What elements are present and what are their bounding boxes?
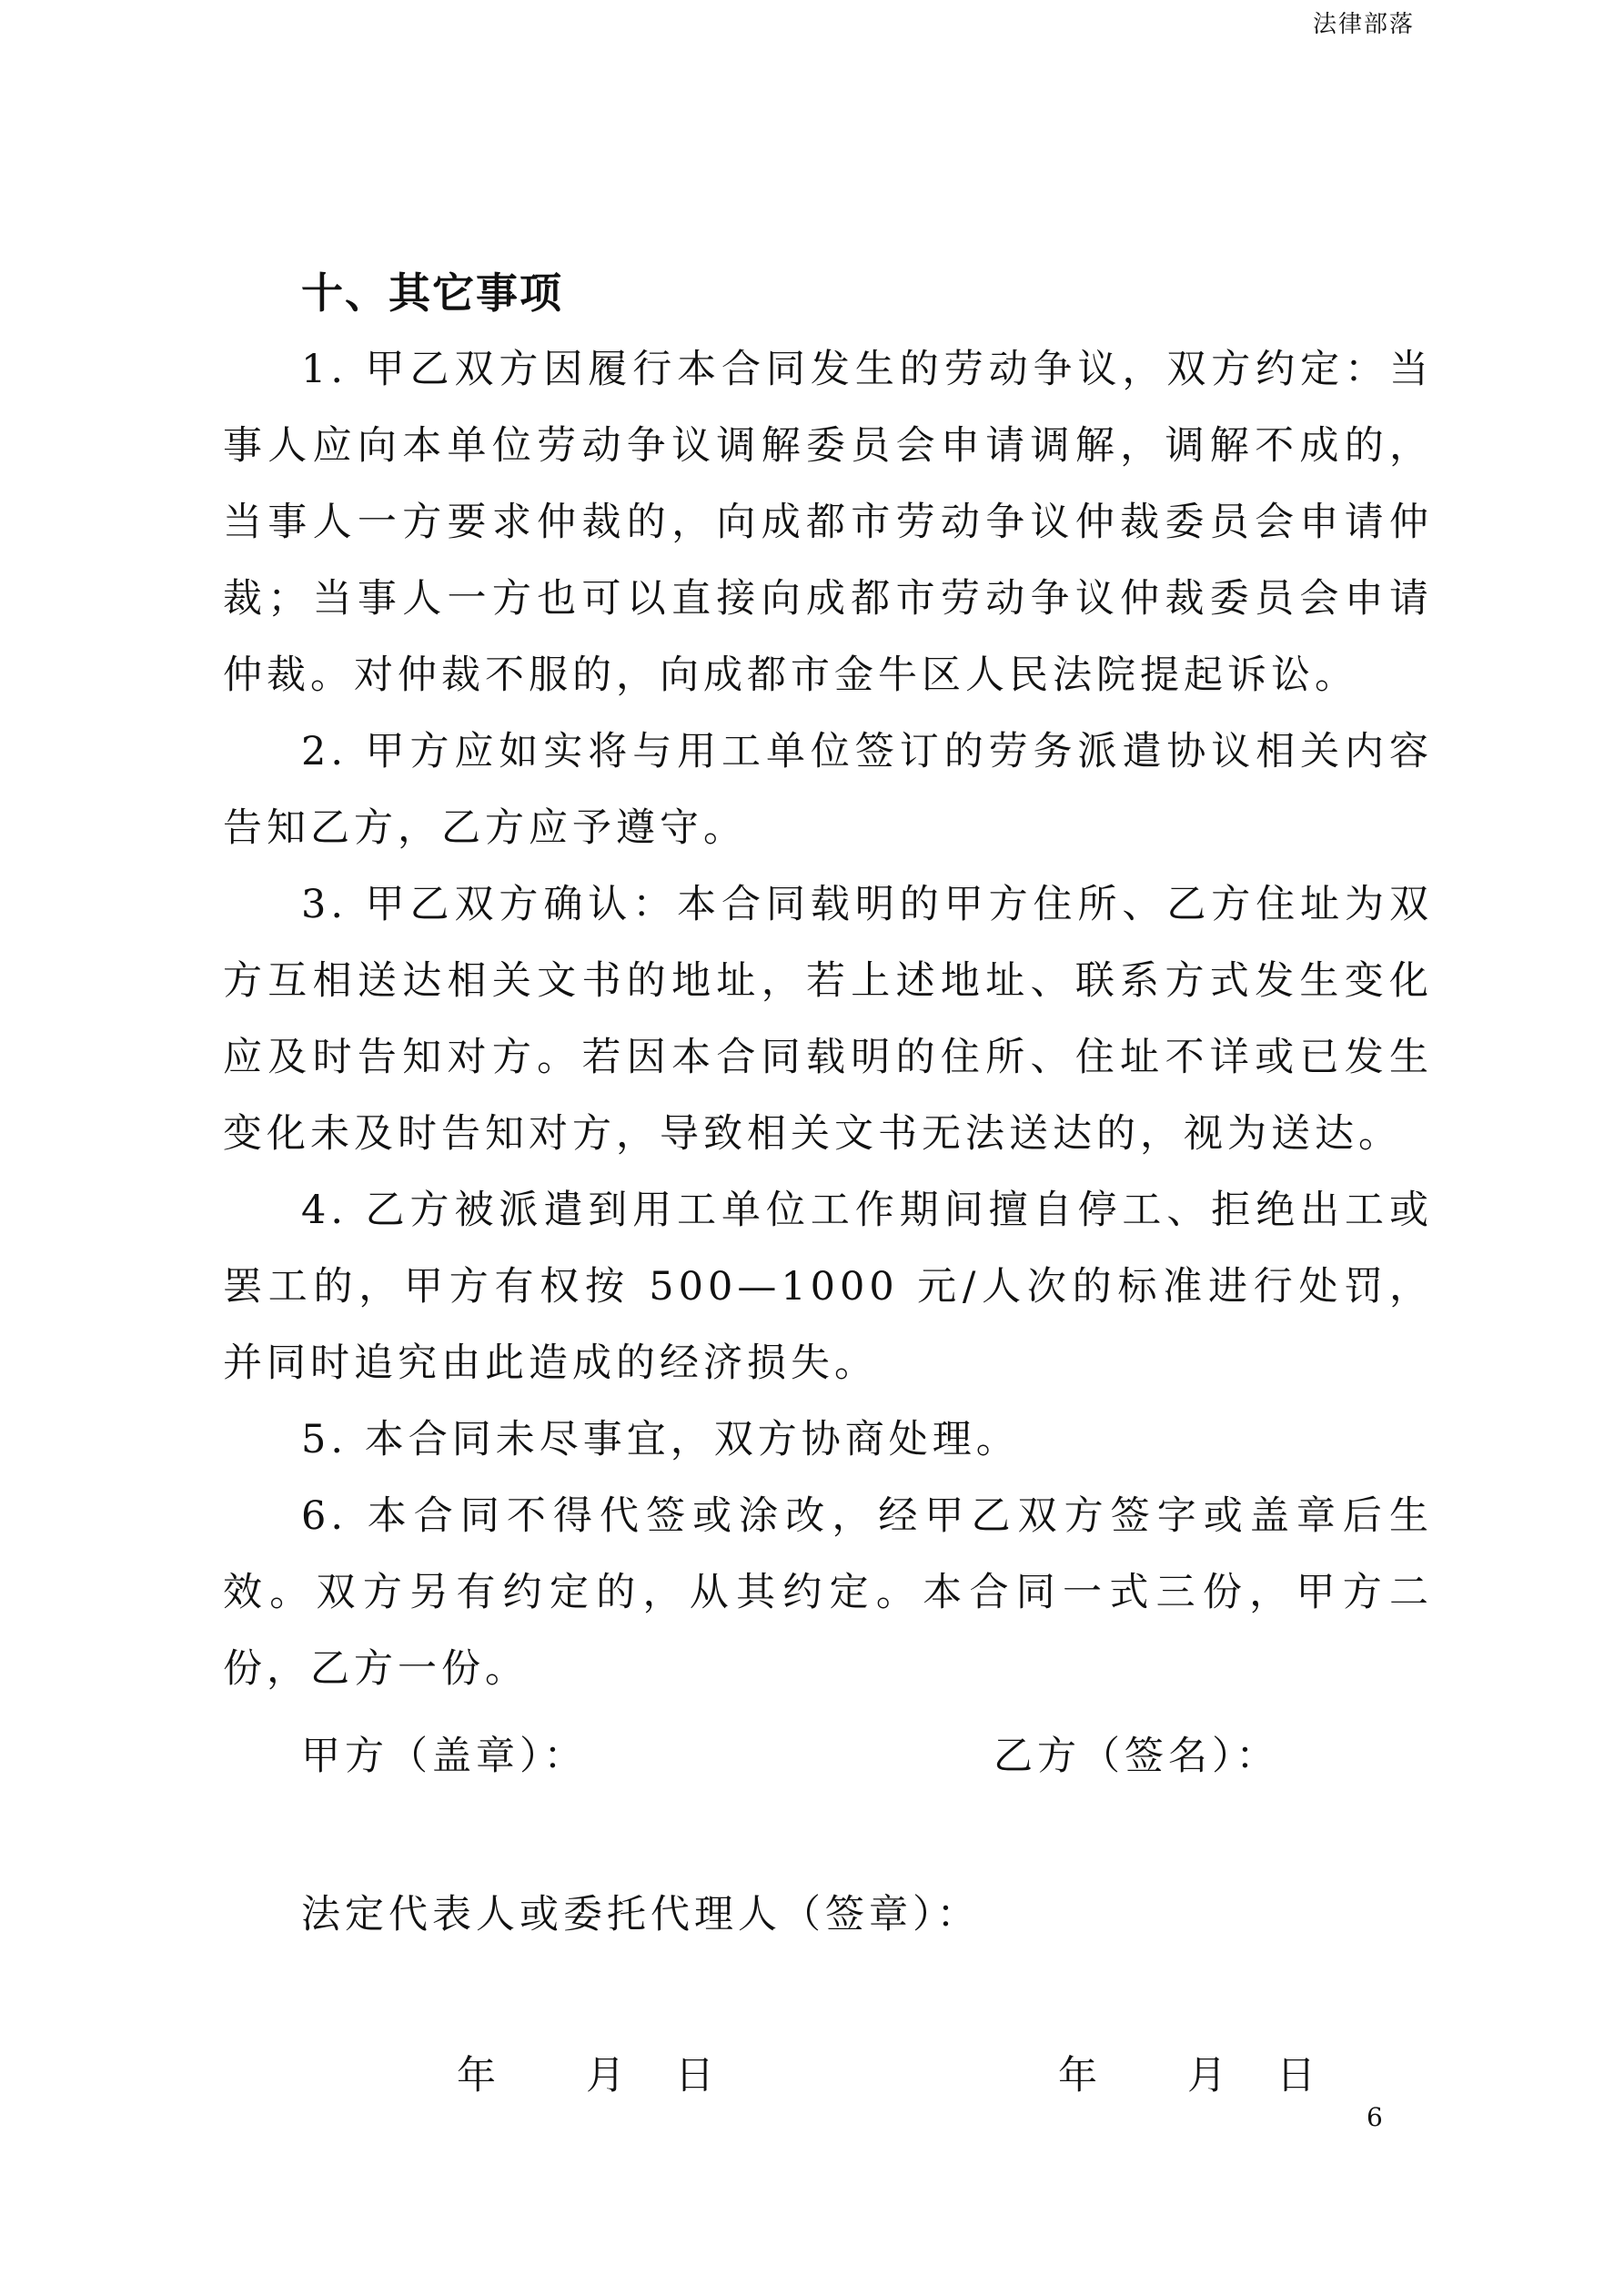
party-a-seal-label: 甲方（盖章）： xyxy=(301,1734,588,1779)
date-b-year: 年 xyxy=(1058,2053,1102,2099)
legal-rep-label: 法定代表人或委托代理人（签章）： xyxy=(301,1892,981,1937)
date-b-month: 月 xyxy=(1187,2053,1231,2099)
header-note: 法律部落 xyxy=(1312,11,1415,38)
clause-6: 6. 本合同不得代签或涂改，经甲乙双方签字或盖章后生效。双方另有约定的，从其约定。本合同一式三份，甲方二份，乙方一份。 xyxy=(223,1493,1433,1692)
date-a-year: 年 xyxy=(457,2053,500,2099)
clause-4: 4. 乙方被派遣到用工单位工作期间擅自停工、拒绝出工或罢工的，甲方有权按 500—1000 元/人次的标准进行处罚，并同时追究由此造成的经济损失。 xyxy=(223,1188,1433,1386)
clause-3: 3. 甲乙双方确认：本合同载明的甲方住所、乙方住址为双方互相送达相关文书的地址，若上述地址、联系方式发生变化应及时告知对方。若因本合同载明的住所、住址不详或已发生变化未及时告知对方，导致相关文书无法送达的，视为送达。 xyxy=(223,882,1433,1157)
date-a-day: 日 xyxy=(675,2053,719,2099)
date-a-month: 月 xyxy=(586,2053,630,2099)
party-b-sign-label: 乙方（签名）： xyxy=(994,1734,1280,1779)
clause-2: 2. 甲方应如实将与用工单位签订的劳务派遣协议相关内容告知乙方，乙方应予遵守。 xyxy=(223,729,1433,851)
document-body xyxy=(223,255,1433,1707)
clause-5: 5. 本合同未尽事宜，双方协商处理。 xyxy=(301,1417,1020,1462)
date-b-day: 日 xyxy=(1276,2053,1320,2099)
section-title: 十、其它事项 xyxy=(301,268,563,318)
clause-1: 1. 甲乙双方因履行本合同发生的劳动争议，双方约定：当事人应向本单位劳动争议调解委员会申请调解，调解不成的，当事人一方要求仲裁的，向成都市劳动争议仲裁委员会申请仲裁；当事人一方也可以直接向成都市劳动争议仲裁委员会申请仲裁。对仲裁不服的，向成都市金牛区人民法院提起诉讼。 xyxy=(223,347,1433,698)
page-number: 6 xyxy=(1367,2102,1383,2132)
